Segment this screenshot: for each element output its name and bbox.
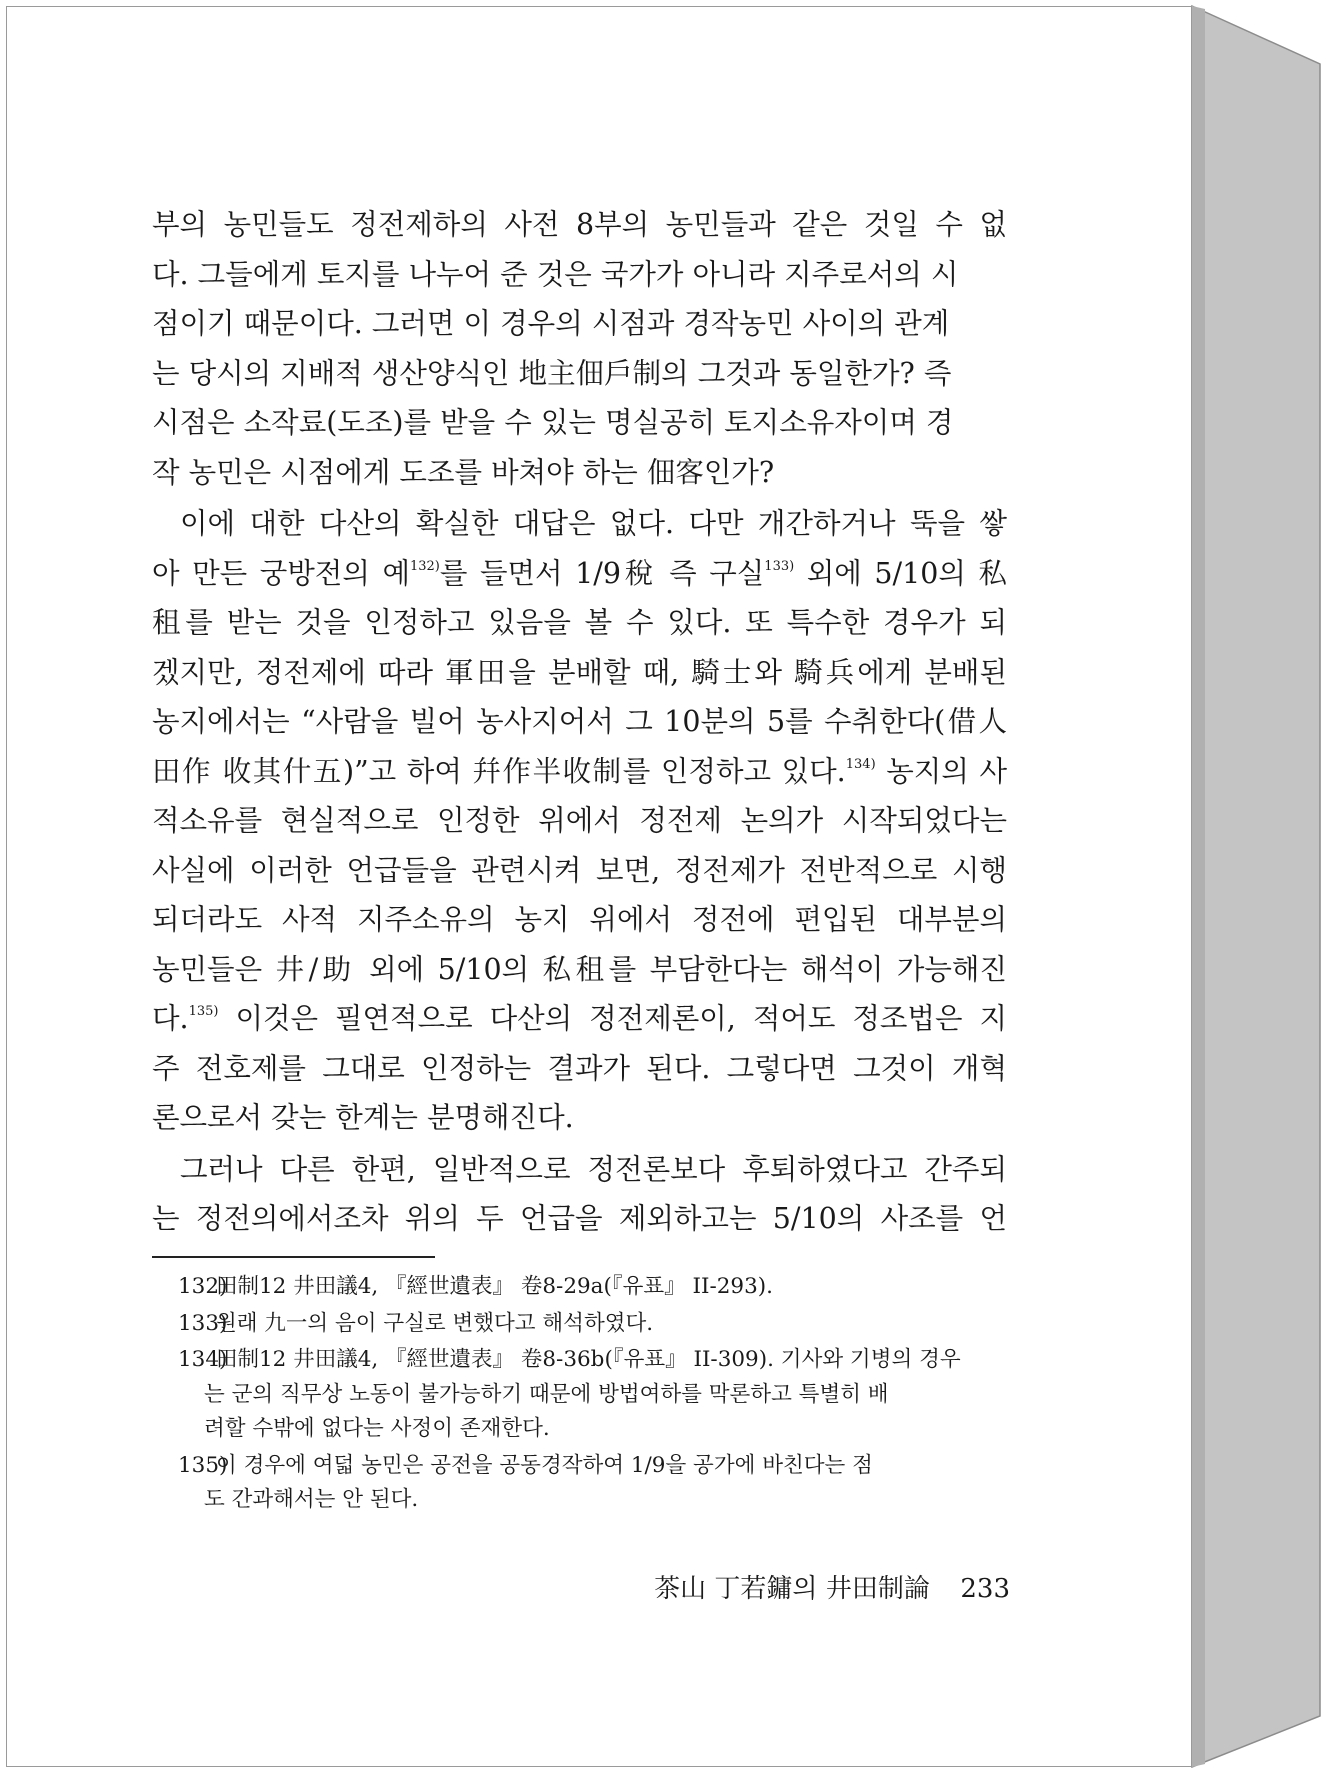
text-line: 다. 그들에게 토지를 나누어 준 것은 국가가 아니라 지주로서의 시 bbox=[152, 257, 959, 291]
page-number: 233 bbox=[960, 1574, 1010, 1604]
text-line: 농지에서는 “사람을 빌어 농사지어서 그 10분의 5를 수취한다(借人 bbox=[152, 705, 1007, 738]
footnote-text: 려할 수밖에 없다는 사정이 존재한다. bbox=[204, 1416, 550, 1441]
footnote-134 bbox=[178, 1343, 1008, 1447]
footnote-text: 도 간과해서는 안 된다. bbox=[204, 1487, 419, 1512]
paragraph-3 bbox=[152, 1145, 1007, 1244]
footnote-ref-135: 135) bbox=[188, 1004, 219, 1019]
text-line bbox=[152, 549, 1007, 599]
footnote-number: 133) bbox=[178, 1310, 228, 1336]
text-line: 이에 대한 다산의 확실한 대답은 없다. 다만 개간하거나 뚝을 쌓 bbox=[180, 507, 1007, 540]
running-title: 茶山 丁若鏞의 井田制論 bbox=[654, 1574, 930, 1604]
footnotes bbox=[178, 1270, 1008, 1520]
footnote-132 bbox=[178, 1270, 1008, 1305]
footnote-135 bbox=[178, 1449, 1008, 1518]
text-line: 주 전호제를 그대로 인정하는 결과가 된다. 그렇다면 그것이 개혁 bbox=[152, 1051, 1007, 1085]
text-segment: 다. bbox=[152, 1002, 189, 1035]
paragraph-1 bbox=[152, 200, 1007, 497]
text-line: 되더라도 사적 지주소유의 농지 위에서 정전에 편입된 대부분의 bbox=[152, 903, 1007, 936]
footnote-ref-133: 133) bbox=[764, 558, 795, 574]
footnote-text: 이 경우에 여덟 농민은 공전을 공동경작하여 1/9을 공가에 바친다는 점 bbox=[216, 1452, 873, 1478]
paragraph-2 bbox=[152, 499, 1007, 1143]
footnote-text: 田制12 井田議4, 『經世遺表』 卷8-29a(『유표』 II-293). bbox=[216, 1274, 774, 1299]
text-line bbox=[152, 747, 1007, 797]
footnote-divider bbox=[152, 1256, 435, 1258]
text-segment: 외에 5/10의 私 bbox=[794, 556, 1008, 590]
footnote-text: 원래 九一의 음이 구실로 변했다고 해석하였다. bbox=[216, 1310, 654, 1336]
page-footer bbox=[654, 1568, 1010, 1605]
text-line: 겠지만, 정전제에 따라 軍田을 분배할 때, 騎士와 騎兵에게 분배된 bbox=[152, 655, 1007, 689]
text-segment: 아 만든 궁방전의 예 bbox=[152, 556, 410, 590]
text-line bbox=[152, 994, 1007, 1044]
footnote-ref-132: 132) bbox=[409, 558, 440, 574]
footnote-number: 132) bbox=[178, 1274, 228, 1299]
body-text bbox=[152, 200, 1007, 1244]
text-line: 그러나 다른 한편, 일반적으로 정전론보다 후퇴하였다고 간주되 bbox=[180, 1152, 1007, 1186]
text-line: 농민들은 井/助 외에 5/10의 私租를 부담한다는 해석이 가능해진 bbox=[152, 952, 1007, 986]
footnote-133 bbox=[178, 1307, 1008, 1342]
text-line: 는 정전의에서조차 위의 두 언급을 제외하고는 5/10의 사조를 언 bbox=[152, 1202, 1007, 1235]
text-line: 는 당시의 지배적 생산양식인 地主佃戶制의 그것과 동일한가? 즉 bbox=[152, 356, 952, 390]
footnote-text: 는 군의 직무상 노동이 불가능하기 때문에 방법여하를 막론하고 특별히 배 bbox=[204, 1381, 889, 1407]
text-line: 사실에 이러한 언급들을 관련시켜 보면, 정전제가 전반적으로 시행 bbox=[152, 853, 1007, 887]
text-line: 론으로서 갖는 한계는 분명해진다. bbox=[152, 1101, 574, 1134]
footnote-number: 134) bbox=[178, 1347, 228, 1372]
text-line: 점이기 때문이다. 그러면 이 경우의 시점과 경작농민 사이의 관계 bbox=[152, 307, 950, 340]
text-line: 부의 농민들도 정전제하의 사전 8부의 농민들과 같은 것일 수 없 bbox=[152, 208, 1007, 241]
footnote-number: 135) bbox=[178, 1452, 228, 1478]
text-line: 시점은 소작료(도조)를 받을 수 있는 명실공히 토지소유자이며 경 bbox=[152, 406, 954, 439]
text-segment: 田作 收其什五)”고 하여 幷作半收制를 인정하고 있다. bbox=[152, 754, 846, 788]
footnote-ref-134: 134) bbox=[845, 756, 876, 772]
text-line: 租를 받는 것을 인정하고 있음을 볼 수 있다. 또 특수한 경우가 되 bbox=[152, 606, 1007, 639]
text-segment: 농지의 사 bbox=[875, 754, 1007, 788]
text-line: 작 농민은 시점에게 도조를 바쳐야 하는 佃客인가? bbox=[152, 455, 775, 489]
text-segment: 를 들면서 1/9稅 즉 구실 bbox=[439, 556, 765, 590]
text-line: 적소유를 현실적으로 인정한 위에서 정전제 논의가 시작되었다는 bbox=[152, 804, 1007, 837]
text-segment: 이것은 필연적으로 다산의 정전제론이, 적어도 정조법은 지 bbox=[218, 1002, 1007, 1035]
footnote-text: 田制12 井田議4, 『經世遺表』 卷8-36b(『유표』 II-309). 기사와 기병의 경우 bbox=[216, 1347, 961, 1372]
